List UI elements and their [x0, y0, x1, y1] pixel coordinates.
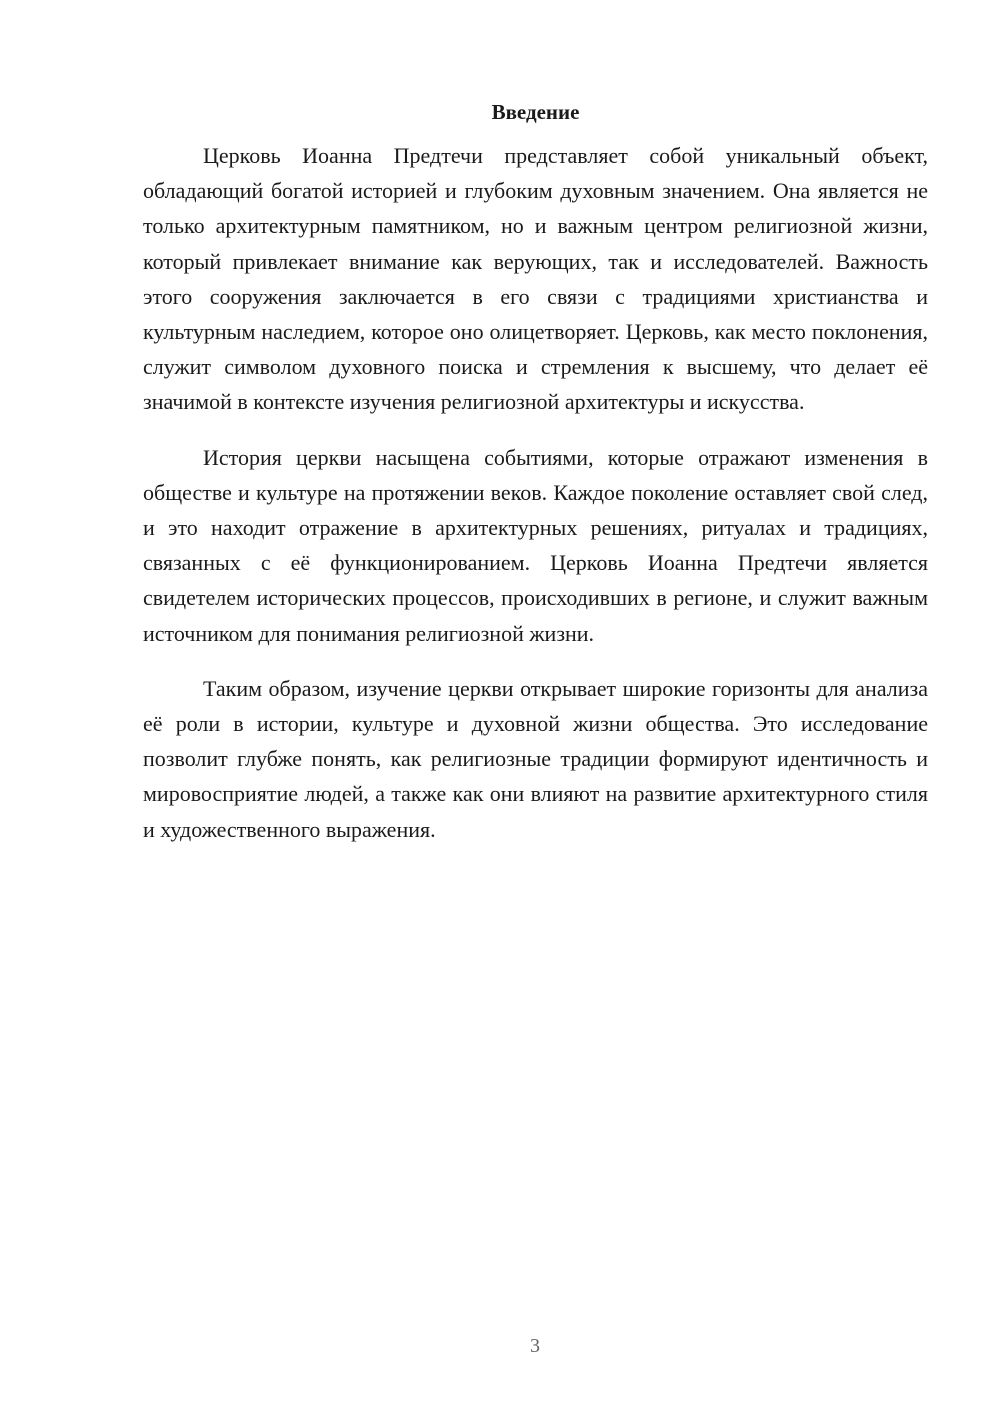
- page-content: [143, 96, 928, 867]
- section-heading: Введение: [491, 100, 580, 124]
- paragraph-2: История церкви насыщена событиями, которые отражают изменения в обществе и культуре на протяжении веков. Каждое поколение оставляет свой след, и это находит отражение в архитектурных решениях, ритуалах и традициях, связанных с её функционированием. Церковь Иоанна Предтечи является свидетелем исторических процессов, происходивших в регионе, и служит важным источником для понимания религиозной жизни.: [143, 444, 928, 646]
- page-number: 3: [530, 1335, 540, 1357]
- paragraph-3: Таким образом, изучение церкви открывает широкие горизонты для анализа её роли в истории, культуре и духовной жизни общества. Это исследование позволит глубже понять, как религиозные традиции формируют идентичность и мировосприятие людей, а также как они влияют на развитие архитектурного стиля и художественного выражения.: [143, 675, 928, 842]
- paragraph-1: Церковь Иоанна Предтечи представляет собой уникальный объект, обладающий богатой историей и глубоким духовным значением. Она является не только архитектурным памятником, но и важным центром религиозной жизни, который привлекает внимание как верующих, так и исследователей. Важность этого сооружения заключается в его связи с традициями христианства и культурным наследием, которое оно олицетворяет. Церковь, как место поклонения, служит символом духовного поиска и стремления к высшему, что делает её значимой в контексте изучения религиозной архитектуры и искусства.: [143, 143, 928, 415]
